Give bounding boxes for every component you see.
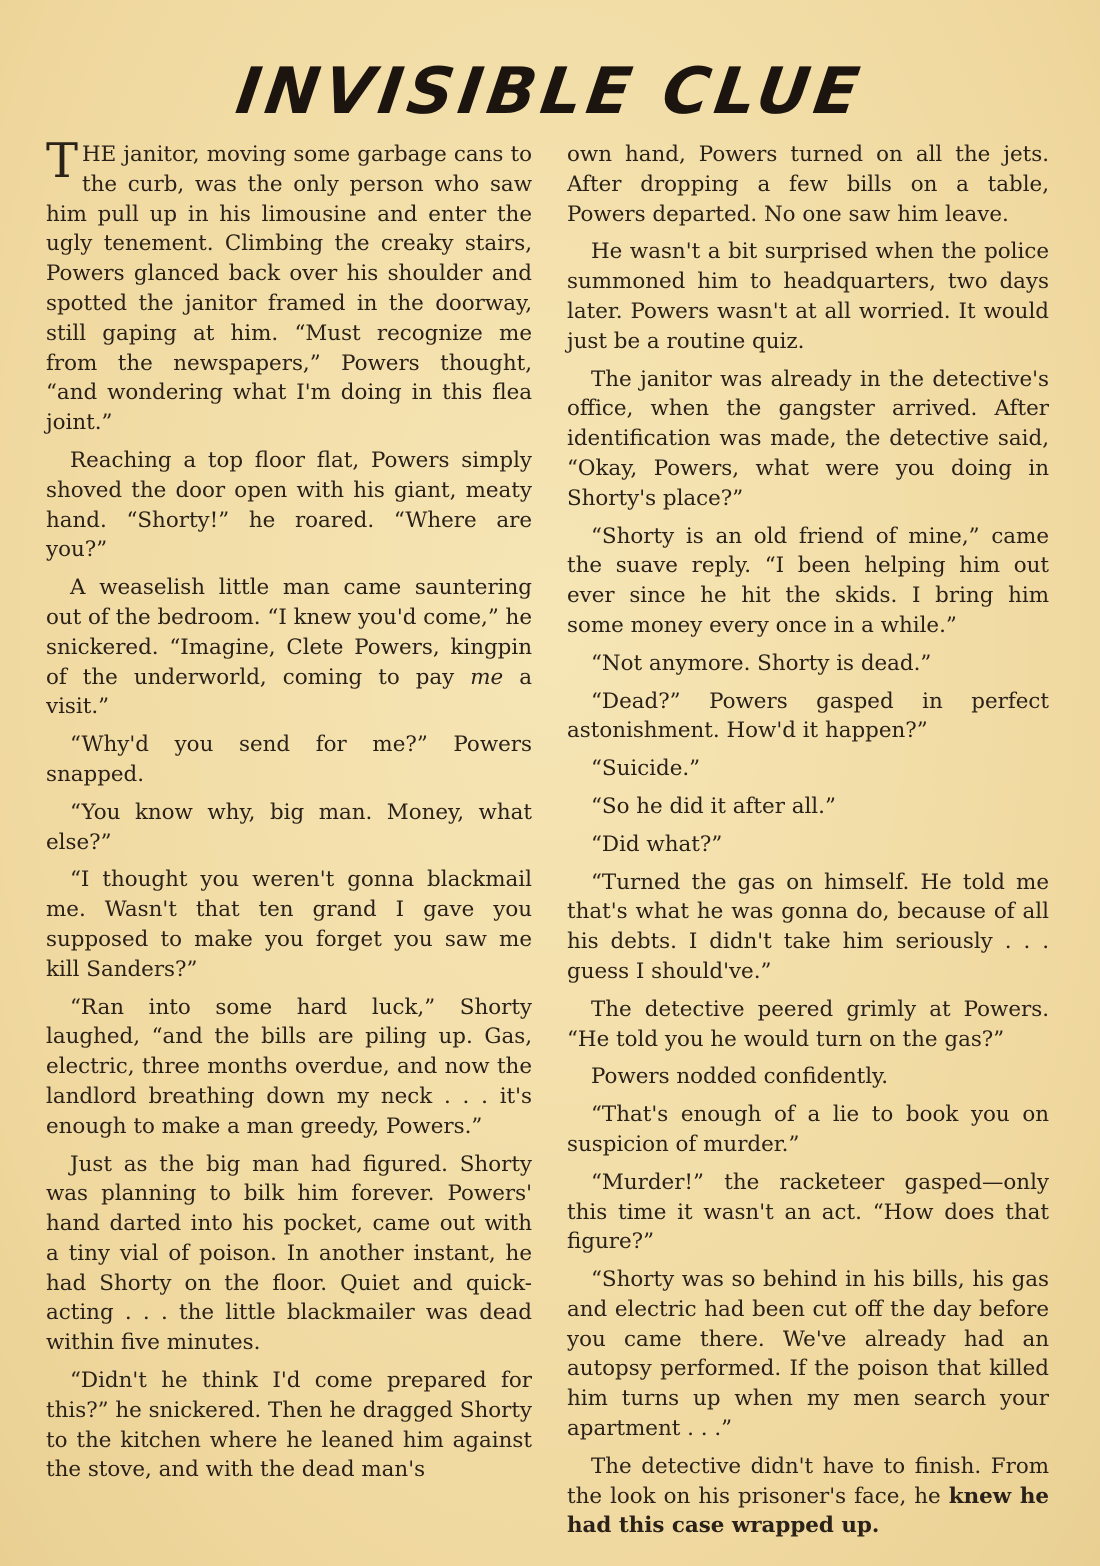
- paragraph: “Didn't he think I'd come prepared for this?” he snickered. Then he dragged Shorty to the kitchen where he leaned him against the stove, and with the dead man's: [46, 1368, 532, 1483]
- paragraph: Powers nodded confidently.: [591, 1064, 889, 1090]
- paragraph: “Turned the gas on himself. He told me that's what he was gonna do, because of all his debts. I didn't take him seriously . . . guess I should've.”: [567, 869, 1049, 984]
- drop-cap: T: [46, 133, 79, 189]
- paragraph-text: A weaselish little man came sauntering out of the bedroom. “I knew you'd come,” he snickered. “Imagine, Clete Powers, kingpin of the underworld, coming to pay: [46, 575, 532, 690]
- paragraph: Just as the big man had figured. Shorty was planning to bilk him forever. Powers' hand darted into his pocket, came out with a tiny vial of poison. In another instant, he had Shorty on the floor. Quiet and quick-acting . . . the little blackmailer was dead within five minutes.: [46, 1151, 532, 1356]
- paragraph: “Murder!” the racketeer gasped—only this time it wasn't an act. “How does that figure?”: [567, 1169, 1049, 1255]
- paragraph: [567, 1452, 1049, 1541]
- paragraph-text: a visit.”: [46, 664, 532, 720]
- closing-bold-text: knew he had this case wrapped up.: [567, 1483, 1049, 1539]
- paragraph: The detective peered grimly at Powers. “He told you he would turn on the gas?”: [567, 996, 1049, 1052]
- emphasis-text: me: [470, 664, 504, 690]
- paragraph: Reaching a top floor flat, Powers simply shoved the door open with his giant, meaty hand. “Shorty!” he roared. “Where are you?”: [46, 447, 532, 563]
- paragraph: “Not anymore. Shorty is dead.”: [591, 650, 932, 676]
- paragraph: “Dead?” Powers gasped in perfect astonishment. How'd it happen?”: [567, 688, 1049, 744]
- paragraph: “You know why, big man. Money, what else?”: [46, 799, 532, 855]
- paragraph-text: HE janitor, moving some garbage cans to the curb, was the only person who saw him pull up in his limousine and enter the ugly tenement. Climbing the creaky stairs, Powers glanced back over his shoulder and spotted the janitor framed in the doorway, still gaping at him. “Must recognize me from the newspapers,” Powers thought, “and wondering what I'm doing in this flea joint.”: [46, 142, 532, 436]
- paragraph: [46, 133, 532, 438]
- paragraph: “Why'd you send for me?” Powers snapped.: [46, 732, 532, 787]
- paragraph: “I thought you weren't gonna blackmail me. Wasn't that ten grand I gave you supposed to make you forget you saw me kill Sanders?”: [46, 867, 532, 982]
- paragraph: own hand, Powers turned on all the jets. After dropping a few bills on a table, Powers departed. No one saw him leave.: [567, 142, 1049, 227]
- paragraph: The janitor was already in the detective's office, when the gangster arrived. After identification was made, the detective said, “Okay, Powers, what were you doing in Shorty's place?”: [567, 366, 1049, 511]
- left-column: [46, 133, 532, 1493]
- paragraph: “Shorty is an old friend of mine,” came the suave reply. “I been helping him out ever since he hit the skids. I bring him some money every once in a while.”: [567, 523, 1049, 638]
- paragraph: “Suicide.”: [591, 756, 701, 782]
- paragraph: He wasn't a bit surprised when the police summoned him to headquarters, two days later. Powers wasn't at all worried. It would just be a routine quiz.: [567, 239, 1049, 354]
- paragraph: “Did what?”: [591, 831, 723, 857]
- paragraph: [46, 573, 532, 722]
- paragraph-text: The detective didn't have to finish. From the look on his prisoner's face, he: [567, 1453, 1049, 1509]
- paragraph: “Ran into some hard luck,” Shorty laughed, “and the bills are piling up. Gas, electric, three months overdue, and now the landlord breathing down my neck . . . it's enough to make a man greedy, Powers.”: [46, 994, 532, 1139]
- story-title: INVISIBLE CLUE: [231, 55, 869, 129]
- right-column: [567, 140, 1049, 1549]
- paragraph: “That's enough of a lie to book you on suspicion of murder.”: [567, 1102, 1049, 1157]
- paragraph: “So he did it after all.”: [591, 793, 836, 819]
- paragraph: “Shorty was so behind in his bills, his gas and electric had been cut off the day before you came there. We've already had an autopsy performed. If the poison that killed him turns up when my men search your apartment . . .”: [567, 1267, 1049, 1442]
